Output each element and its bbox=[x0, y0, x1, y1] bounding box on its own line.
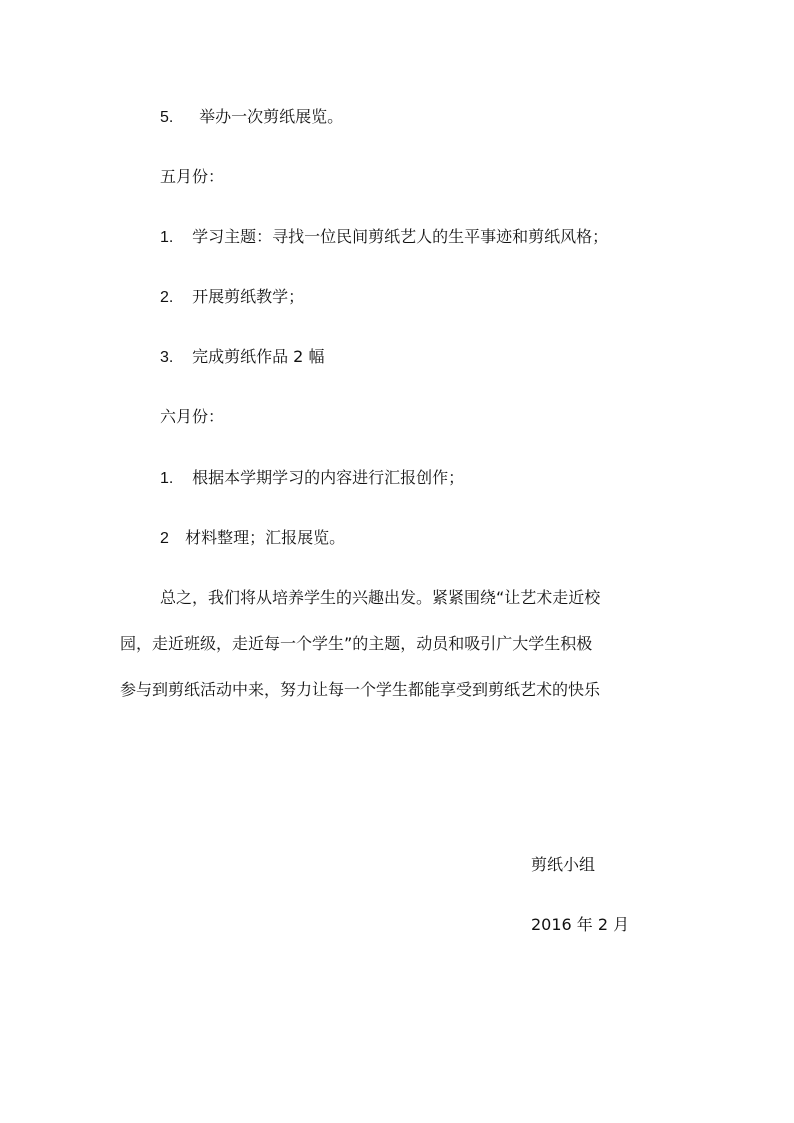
signature-date: 2016 年 2 月 bbox=[531, 915, 630, 934]
list-item-june-1 bbox=[160, 468, 464, 489]
summary-line-2: 园，走近班级，走近每一个学生”的主题，动员和吸引广大学生积极 bbox=[120, 634, 593, 653]
list-text: 学习主题：寻找一位民间剪纸艺人的生平事迹和剪纸风格； bbox=[192, 227, 609, 246]
list-number: 3. bbox=[160, 349, 174, 366]
list-item-june-2 bbox=[160, 528, 345, 549]
list-item-may-1 bbox=[160, 227, 608, 248]
list-text: 开展剪纸教学； bbox=[192, 287, 305, 306]
signature-group: 剪纸小组 bbox=[531, 855, 596, 874]
list-number: 2 bbox=[160, 530, 169, 547]
list-item-may-2 bbox=[160, 287, 304, 308]
list-text: 完成剪纸作品 2 幅 bbox=[192, 347, 325, 366]
list-item-may-exhibition bbox=[160, 107, 343, 128]
section-heading-june: 六月份： bbox=[160, 407, 225, 426]
section-heading-may: 五月份： bbox=[160, 167, 225, 186]
list-item-may-3 bbox=[160, 347, 324, 368]
list-text: 根据本学期学习的内容进行汇报创作； bbox=[192, 468, 465, 487]
list-number: 1. bbox=[160, 229, 174, 246]
list-text: 举办一次剪纸展览。 bbox=[199, 107, 344, 126]
summary-line-3: 参与到剪纸活动中来，努力让每一个学生都能享受到剪纸艺术的快乐 bbox=[120, 680, 601, 699]
list-text: 材料整理；汇报展览。 bbox=[185, 528, 346, 547]
summary-line-1: 总之，我们将从培养学生的兴趣出发。紧紧围绕“让艺术走近校 bbox=[160, 588, 601, 607]
list-number: 1. bbox=[160, 470, 174, 487]
list-number: 5. bbox=[160, 109, 174, 126]
list-number: 2. bbox=[160, 289, 174, 306]
